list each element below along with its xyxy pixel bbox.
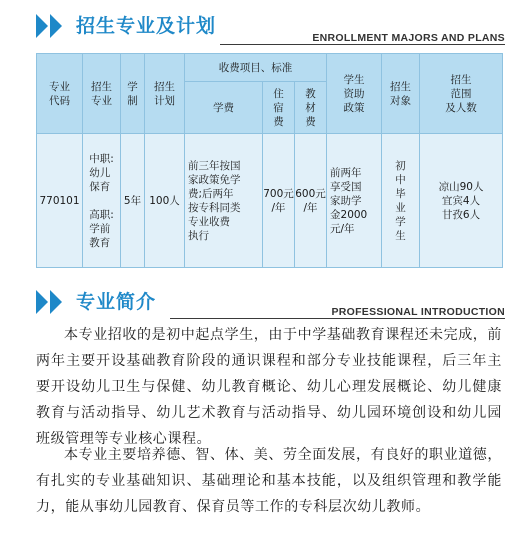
cell-code: 770101	[37, 134, 83, 268]
cell-duration: 5年	[121, 134, 145, 268]
header-target: 招生 对象	[382, 54, 420, 134]
header-tuition: 学费	[185, 82, 263, 134]
section-header-introduction	[0, 280, 519, 320]
double-chevron-icon	[36, 290, 72, 314]
section-header-enrollment	[0, 4, 519, 44]
section-subtitle: PROFESSIONAL INTRODUCTION	[331, 306, 505, 318]
cell-tuition: 前三年按国 家政策免学 费;后两年 按专科同类 专业收费 执行	[185, 134, 263, 268]
intro-paragraph-2: 本专业主要培养德、智、体、美、劳全面发展，有良好的职业道德，有扎实的专业基础知识、基础理论和基本技能，以及组织管理和教学能力，能从事幼儿园教育、保育员等工作的专科层次幼儿教师。	[36, 447, 502, 515]
header-fees: 收费项目、标准	[185, 54, 327, 82]
section-divider	[170, 318, 505, 319]
header-duration: 学 制	[121, 54, 145, 134]
section-title: 专业简介	[76, 291, 157, 313]
cell-lodging: 700元 /年	[263, 134, 295, 268]
header-code: 专业 代码	[37, 54, 83, 134]
header-plan: 招生 计划	[145, 54, 185, 134]
cell-scope: 凉山90人 宜宾4人 甘孜6人	[420, 134, 503, 268]
section-subtitle: ENROLLMENT MAJORS AND PLANS	[312, 32, 505, 44]
intro-paragraph-1: 本专业招收的是初中起点学生，由于中学基础教育课程还未完成，前两年主要开设基础教育阶段的通识课程和部分专业技能课程，后三年主要开设幼儿卫生与保健、幼儿教育概论、幼儿心理发展概论、幼儿健康教育与活动指导、幼儿艺术教育与活动指导、幼儿园环境创设和幼儿园班级管理等专业核心课程。	[36, 327, 502, 447]
cell-aid: 前两年 享受国 家助学 金2000 元/年	[327, 134, 382, 268]
cell-major: 中职: 幼儿 保育 高职: 学前 教育	[83, 134, 121, 268]
cell-target: 初 中 毕 业 学 生	[382, 134, 420, 268]
section-title: 招生专业及计划	[76, 15, 217, 37]
header-lodging: 住 宿 费	[263, 82, 295, 134]
enrollment-table	[36, 53, 503, 268]
header-major: 招生 专业	[83, 54, 121, 134]
header-aid: 学生 资助 政策	[327, 54, 382, 134]
cell-textbook: 600元 /年	[295, 134, 327, 268]
cell-plan: 100人	[145, 134, 185, 268]
header-textbook: 教 材 费	[295, 82, 327, 134]
header-scope: 招生 范围 及人数	[420, 54, 503, 134]
double-chevron-icon	[36, 14, 72, 38]
section-divider	[220, 44, 505, 45]
